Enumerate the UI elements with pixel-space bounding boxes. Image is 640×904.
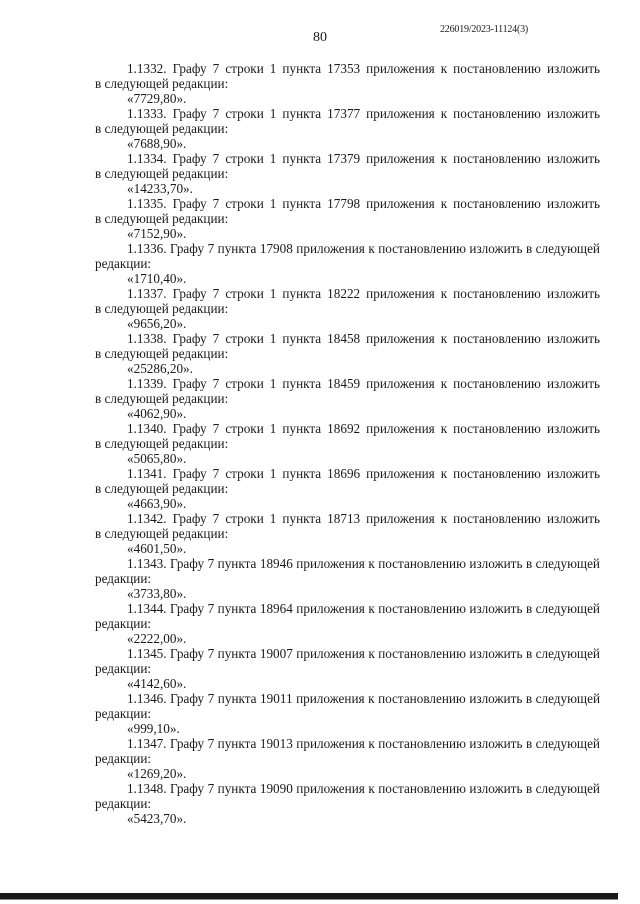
amendment-text-continued: редакции:: [95, 571, 152, 586]
amendment-text: 1.1343. Графу 7 пункта 18946 приложения к постановлению изложить в следующей: [127, 556, 600, 571]
amendment-text: 1.1339. Графу 7 строки 1 пункта 18459 приложения к постановлению изложить: [127, 376, 600, 391]
amendment-item-1342: [95, 511, 600, 556]
amendment-value: «7688,90».: [127, 136, 187, 151]
amendment-text: 1.1344. Графу 7 пункта 18964 приложения к постановлению изложить в следующей: [127, 601, 600, 616]
amendment-item-1348: [95, 781, 600, 826]
amendment-item-1332: [95, 61, 600, 106]
amendment-text-continued: в следующей редакции:: [95, 436, 229, 451]
amendment-text-continued: в следующей редакции:: [95, 346, 229, 361]
amendment-text-continued: в следующей редакции:: [95, 121, 229, 136]
amendment-item-1341: [95, 466, 600, 511]
amendment-text-continued: в следующей редакции:: [95, 211, 229, 226]
amendment-value: «25286,20».: [127, 361, 193, 376]
amendment-text: 1.1335. Графу 7 строки 1 пункта 17798 приложения к постановлению изложить: [127, 196, 600, 211]
document-code: 226019/2023-11124(3): [440, 24, 529, 35]
amendment-text: 1.1346. Графу 7 пункта 19011 приложения к постановлению изложить в следующей: [127, 691, 600, 706]
amendment-item-1333: [95, 106, 600, 151]
amendment-item-1339: [95, 376, 600, 421]
amendment-text-continued: в следующей редакции:: [95, 166, 229, 181]
amendment-item-1344: [95, 601, 600, 646]
amendment-item-1337: [95, 286, 600, 331]
amendment-value: «2222,00».: [127, 631, 187, 646]
amendment-text: 1.1342. Графу 7 строки 1 пункта 18713 приложения к постановлению изложить: [127, 511, 600, 526]
document-body: [95, 61, 600, 826]
amendment-text-continued: редакции:: [95, 661, 152, 676]
amendment-text: 1.1337. Графу 7 строки 1 пункта 18222 приложения к постановлению изложить: [127, 286, 600, 301]
amendment-item-1334: [95, 151, 600, 196]
amendment-value: «999,10».: [127, 721, 180, 736]
amendment-value: «1269,20».: [127, 766, 187, 781]
amendment-value: «4062,90».: [127, 406, 187, 421]
amendment-text-continued: редакции:: [95, 751, 152, 766]
amendment-item-1338: [95, 331, 600, 376]
amendment-value: «7152,90».: [127, 226, 187, 241]
amendment-text: 1.1341. Графу 7 строки 1 пункта 18696 приложения к постановлению изложить: [127, 466, 600, 481]
amendment-value: «4663,90».: [127, 496, 187, 511]
amendment-text-continued: в следующей редакции:: [95, 301, 229, 316]
amendment-item-1336: [95, 241, 600, 286]
amendment-text: 1.1348. Графу 7 пункта 19090 приложения к постановлению изложить в следующей: [127, 781, 600, 796]
amendment-text: 1.1338. Графу 7 строки 1 пункта 18458 приложения к постановлению изложить: [127, 331, 600, 346]
amendment-text: 1.1340. Графу 7 строки 1 пункта 18692 приложения к постановлению изложить: [127, 421, 600, 436]
amendment-text: 1.1347. Графу 7 пункта 19013 приложения к постановлению изложить в следующей: [127, 736, 600, 751]
amendment-value: «7729,80».: [127, 91, 187, 106]
amendment-value: «9656,20».: [127, 316, 187, 331]
amendment-text-continued: редакции:: [95, 616, 152, 631]
page-number: 80: [313, 30, 327, 45]
amendment-text-continued: в следующей редакции:: [95, 391, 229, 406]
amendment-text: 1.1334. Графу 7 строки 1 пункта 17379 приложения к постановлению изложить: [127, 151, 600, 166]
amendment-text: 1.1336. Графу 7 пункта 17908 приложения к постановлению изложить в следующей: [127, 241, 600, 256]
amendment-text-continued: редакции:: [95, 796, 152, 811]
amendment-text: 1.1332. Графу 7 строки 1 пункта 17353 приложения к постановлению изложить: [127, 61, 600, 76]
amendment-value: «4142,60».: [127, 676, 187, 691]
amendment-item-1346: [95, 691, 600, 736]
amendment-value: «5065,80».: [127, 451, 187, 466]
amendment-text-continued: редакции:: [95, 706, 152, 721]
amendment-text: 1.1333. Графу 7 строки 1 пункта 17377 приложения к постановлению изложить: [127, 106, 600, 121]
amendment-text-continued: редакции:: [95, 256, 152, 271]
amendment-item-1343: [95, 556, 600, 601]
amendment-item-1345: [95, 646, 600, 691]
amendment-item-1335: [95, 196, 600, 241]
scan-edge-border-thin: [0, 899, 618, 900]
amendment-text: 1.1345. Графу 7 пункта 19007 приложения к постановлению изложить в следующей: [127, 646, 600, 661]
amendment-value: «5423,70».: [127, 811, 187, 826]
amendment-value: «14233,70».: [127, 181, 193, 196]
amendment-item-1347: [95, 736, 600, 781]
amendment-value: «1710,40».: [127, 271, 187, 286]
amendment-text-continued: в следующей редакции:: [95, 481, 229, 496]
amendment-item-1340: [95, 421, 600, 466]
amendment-text-continued: в следующей редакции:: [95, 76, 229, 91]
amendment-text-continued: в следующей редакции:: [95, 526, 229, 541]
amendment-value: «4601,50».: [127, 541, 187, 556]
amendment-value: «3733,80».: [127, 586, 187, 601]
